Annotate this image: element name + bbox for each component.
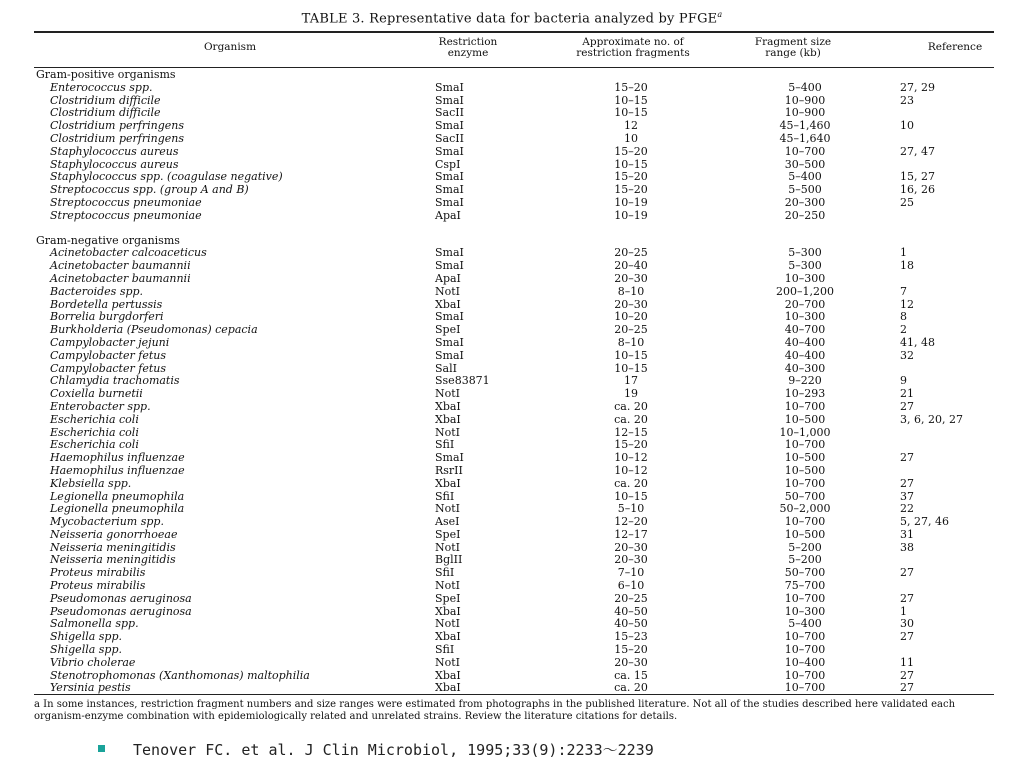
organism-cell: Mycobacterium spp. [50, 515, 164, 529]
table-row [34, 580, 982, 593]
fragments-cell: 12 [624, 119, 638, 133]
fragments-cell: 7–10 [617, 566, 645, 580]
header-rule [34, 67, 994, 68]
organism-cell: Bacteroides spp. [50, 284, 144, 298]
organism-cell: Clostridium perfringens [50, 119, 184, 133]
organism-cell: Campylobacter fetus [50, 361, 166, 375]
size-range-cell: 200–1,200 [776, 284, 834, 298]
enzyme-cell: NotI [435, 617, 461, 631]
reference-cell: 30 [900, 617, 914, 631]
size-range-cell: 40–300 [784, 361, 826, 375]
organism-cell: Streptococcus spp. (group A and B) [50, 183, 249, 197]
table-row [34, 670, 982, 683]
enzyme-cell: XbaI [435, 681, 461, 695]
table-row [34, 197, 982, 210]
header-size-line2: range (kb) [765, 47, 821, 59]
bullet-icon [98, 745, 105, 752]
size-range-cell: 45–1,640 [779, 131, 831, 145]
size-range-cell: 50–2,000 [779, 502, 831, 516]
reference-cell [892, 465, 982, 478]
size-range-cell: 40–400 [784, 348, 826, 362]
enzyme-cell: SacII [435, 106, 464, 120]
size-range-cell: 10–700 [784, 438, 826, 452]
fragments-cell: 10–15 [614, 157, 648, 171]
reference-cell: 22 [900, 502, 914, 516]
fragments-cell: 12–20 [614, 515, 648, 529]
reference-cell [892, 133, 982, 146]
fragments-cell: 15–20 [614, 183, 648, 197]
table-row [34, 631, 982, 644]
reference-cell [892, 580, 982, 593]
header-fragments-line1: Approximate no. of [582, 36, 684, 48]
reference-cell: 31 [900, 527, 914, 541]
table-row [34, 388, 982, 401]
fragments-cell: 15–20 [614, 144, 648, 158]
reference-cell: 25 [900, 195, 914, 209]
organism-cell: Bordetella pertussis [50, 297, 163, 311]
enzyme-cell: XbaI [435, 630, 461, 644]
fragments-cell: 20–30 [614, 297, 648, 311]
size-range-cell: 5–300 [788, 246, 822, 260]
fragments-cell: 10–12 [614, 451, 648, 465]
table-row [34, 529, 982, 542]
header-organism: Organism [203, 41, 257, 53]
size-range-cell: 40–700 [784, 323, 826, 337]
fragments-cell: 40–50 [614, 617, 648, 631]
table-row [34, 542, 982, 555]
size-range-cell: 20–300 [784, 195, 826, 209]
table-title-text: TABLE 3. Representative data for bacteria analyzed by PFGE [301, 11, 718, 27]
header-reference: Reference [927, 41, 983, 53]
organism-cell: Proteus mirabilis [50, 579, 146, 593]
fragments-cell: 12–15 [614, 425, 648, 439]
organism-cell: Shigella spp. [50, 630, 123, 644]
fragments-cell: 20–30 [614, 540, 648, 554]
reference-cell: 21 [900, 387, 914, 401]
pfge-data-table [34, 69, 982, 695]
fragments-cell: 8–10 [617, 284, 645, 298]
reference-cell: 1 [900, 246, 907, 260]
fragments-cell: ca. 15 [614, 668, 648, 682]
organism-cell: Enterococcus spp. [50, 80, 153, 94]
organism-cell: Borrelia burgdorferi [50, 310, 164, 324]
fragments-cell: 10–19 [614, 195, 648, 209]
header-enzyme-line1: Restriction [438, 36, 498, 48]
fragments-cell: 17 [624, 374, 638, 388]
enzyme-cell: SmaI [435, 195, 464, 209]
fragments-cell: 20–25 [614, 323, 648, 337]
enzyme-cell: SmaI [435, 246, 464, 260]
organism-cell: Salmonella spp. [50, 617, 139, 631]
size-range-cell: 50–700 [784, 489, 826, 503]
fragments-cell: 15–20 [614, 170, 648, 184]
header-enzyme [428, 37, 508, 59]
reference-cell: 27, 47 [900, 144, 935, 158]
size-range-cell: 10–700 [784, 591, 826, 605]
table-row [34, 286, 982, 299]
reference-cell: 15, 27 [900, 170, 935, 184]
organism-cell: Proteus mirabilis [50, 566, 146, 580]
header-size-line1: Fragment size [754, 36, 832, 48]
enzyme-cell: SmaI [435, 144, 464, 158]
reference-cell: 23 [900, 93, 914, 107]
enzyme-cell: SpeI [435, 323, 461, 337]
reference-cell [892, 273, 982, 286]
size-range-cell: 5–400 [788, 617, 822, 631]
size-range-cell: 10–300 [784, 604, 826, 618]
table-row [34, 427, 982, 440]
size-range-cell: 10–900 [784, 106, 826, 120]
enzyme-cell: RsrII [435, 463, 463, 477]
table-row [34, 465, 982, 478]
enzyme-cell: NotI [435, 655, 461, 669]
organism-cell: Burkholderia (Pseudomonas) cepacia [50, 323, 258, 337]
table-row [34, 401, 982, 414]
enzyme-cell: SfiI [435, 643, 455, 657]
enzyme-cell: SmaI [435, 93, 464, 107]
table-row [34, 146, 982, 159]
enzyme-cell: SpeI [435, 527, 461, 541]
size-range-cell: 10–700 [784, 668, 826, 682]
fragments-cell: 12–17 [614, 527, 648, 541]
table-row [34, 606, 982, 619]
enzyme-cell: SmaI [435, 80, 464, 94]
size-range-cell: 5–400 [788, 170, 822, 184]
organism-cell: Legionella pneumophila [50, 502, 185, 516]
fragments-cell: 20–40 [614, 259, 648, 273]
organism-cell: Legionella pneumophila [50, 489, 185, 503]
reference-cell: 27 [900, 451, 914, 465]
reference-cell: 32 [900, 348, 914, 362]
size-range-cell: 10–300 [784, 271, 826, 285]
enzyme-cell: AseI [435, 515, 460, 529]
reference-cell: 27 [900, 630, 914, 644]
header-enzyme-line2: enzyme [447, 47, 489, 59]
reference-cell: 2 [900, 323, 907, 337]
size-range-cell: 5–300 [788, 259, 822, 273]
size-range-cell: 30–500 [784, 157, 826, 171]
enzyme-cell: XbaI [435, 476, 461, 490]
table-row [34, 618, 982, 631]
table-row [34, 350, 982, 363]
reference-cell: 27 [900, 399, 914, 413]
organism-cell: Acinetobacter calcoaceticus [50, 246, 207, 260]
organism-cell: Staphylococcus aureus [50, 157, 179, 171]
enzyme-cell: SmaI [435, 335, 464, 349]
size-range-cell: 5–200 [788, 540, 822, 554]
enzyme-cell: SmaI [435, 310, 464, 324]
reference-cell [892, 427, 982, 440]
enzyme-cell: SfiI [435, 489, 455, 503]
organism-cell: Campylobacter jejuni [50, 335, 170, 349]
enzyme-cell: SmaI [435, 119, 464, 133]
enzyme-cell: BglII [435, 553, 463, 567]
enzyme-cell: SmaI [435, 183, 464, 197]
table-row [34, 210, 982, 223]
table-row [34, 299, 982, 312]
enzyme-cell: NotI [435, 502, 461, 516]
fragments-cell: 15–20 [614, 438, 648, 452]
organism-cell: Neisseria gonorrhoeae [50, 527, 178, 541]
fragments-cell: 8–10 [617, 335, 645, 349]
size-range-cell: 10–500 [784, 451, 826, 465]
table-title-footnote-mark: a [717, 10, 723, 19]
fragments-cell: ca. 20 [614, 412, 648, 426]
enzyme-cell: CspI [435, 157, 461, 171]
fragments-cell: 20–25 [614, 591, 648, 605]
organism-cell: Enterobacter spp. [50, 399, 151, 413]
fragments-cell: 10–15 [614, 361, 648, 375]
fragments-cell: 20–25 [614, 246, 648, 260]
table-row [34, 452, 982, 465]
size-range-cell: 10–500 [784, 412, 826, 426]
enzyme-cell: XbaI [435, 297, 461, 311]
enzyme-cell: SmaI [435, 170, 464, 184]
fragments-cell: ca. 20 [614, 476, 648, 490]
fragments-cell: 10–15 [614, 106, 648, 120]
fragments-cell: 20–30 [614, 271, 648, 285]
enzyme-cell: SacII [435, 131, 464, 145]
organism-cell: Escherichia coli [50, 425, 139, 439]
enzyme-cell: XbaI [435, 412, 461, 426]
table-footnote: a In some instances, restriction fragment numbers and size ranges were estimated from photographs in the published literature. Not all of the studies described here validated each organism-enzyme combination with epidemiologically related and unrelated strains. Review the literature citations for details. [34, 699, 956, 722]
enzyme-cell: SpeI [435, 591, 461, 605]
reference-cell: 5, 27, 46 [900, 515, 949, 529]
size-range-cell: 20–700 [784, 297, 826, 311]
table-row [34, 503, 982, 516]
table-row [34, 516, 982, 529]
fragments-cell: 10–15 [614, 348, 648, 362]
organism-cell: Pseudomonas aeruginosa [50, 604, 192, 618]
organism-cell: Haemophilus influenzae [50, 451, 185, 465]
enzyme-cell: Sse83871 [435, 374, 490, 388]
size-range-cell: 10–500 [784, 527, 826, 541]
size-range-cell: 10–700 [784, 476, 826, 490]
fragments-cell: 20–30 [614, 655, 648, 669]
fragments-cell: ca. 20 [614, 399, 648, 413]
size-range-cell: 40–400 [784, 335, 826, 349]
size-range-cell: 75–700 [784, 579, 826, 593]
organism-cell: Escherichia coli [50, 438, 139, 452]
organism-cell: Neisseria meningitidis [50, 553, 176, 567]
enzyme-cell: ApaI [435, 208, 461, 222]
citation-text: Tenover FC. et al. J Clin Microbiol, 1995;33(9):2233～2239 [133, 741, 654, 759]
reference-cell [892, 644, 982, 657]
size-range-cell: 10–700 [784, 643, 826, 657]
fragments-cell: ca. 20 [614, 681, 648, 695]
enzyme-cell: NotI [435, 284, 461, 298]
table-row [34, 82, 982, 95]
organism-cell: Streptococcus pneumoniae [50, 208, 202, 222]
enzyme-cell: XbaI [435, 399, 461, 413]
group-label: Gram-positive organisms [36, 68, 176, 81]
organism-cell: Chlamydia trachomatis [50, 374, 180, 388]
size-range-cell: 5–200 [788, 553, 822, 567]
enzyme-cell: NotI [435, 387, 461, 401]
top-rule [34, 31, 994, 33]
header-fragments-line2: restriction fragments [576, 47, 690, 59]
enzyme-cell: NotI [435, 425, 461, 439]
enzyme-cell: SmaI [435, 259, 464, 273]
reference-cell: 27, 29 [900, 80, 935, 94]
fragments-cell: 15–20 [614, 643, 648, 657]
size-range-cell: 10–700 [784, 144, 826, 158]
fragments-cell: 6–10 [617, 579, 645, 593]
fragments-cell: 10–19 [614, 208, 648, 222]
organism-cell: Vibrio cholerae [50, 655, 136, 669]
fragments-cell: 20–30 [614, 553, 648, 567]
fragments-cell: 10–12 [614, 463, 648, 477]
header-size [738, 37, 848, 59]
header-fragments [558, 37, 708, 59]
enzyme-cell: ApaI [435, 271, 461, 285]
table-row [34, 95, 982, 108]
enzyme-cell: XbaI [435, 604, 461, 618]
size-range-cell: 45–1,460 [779, 119, 831, 133]
fragments-cell: 40–50 [614, 604, 648, 618]
reference-cell: 37 [900, 489, 914, 503]
organism-cell: Clostridium difficile [50, 93, 161, 107]
table-row [34, 478, 982, 491]
fragments-cell: 10 [624, 131, 638, 145]
reference-cell: 7 [900, 284, 907, 298]
reference-cell: 16, 26 [900, 183, 935, 197]
table-row [34, 593, 982, 606]
size-range-cell: 10–700 [784, 399, 826, 413]
size-range-cell: 5–400 [788, 80, 822, 94]
reference-cell: 27 [900, 476, 914, 490]
organism-cell: Escherichia coli [50, 412, 139, 426]
reference-cell: 3, 6, 20, 27 [900, 412, 963, 426]
organism-cell: Shigella spp. [50, 643, 123, 657]
organism-cell: Neisseria meningitidis [50, 540, 176, 554]
table-row [34, 657, 982, 670]
reference-cell: 41, 48 [900, 335, 935, 349]
organism-cell: Acinetobacter baumannii [50, 271, 191, 285]
bottom-rule [34, 694, 994, 695]
reference-cell: 27 [900, 681, 914, 695]
reference-cell: 8 [900, 310, 907, 324]
reference-cell: 1 [900, 604, 907, 618]
enzyme-cell: NotI [435, 579, 461, 593]
table-row [34, 375, 982, 388]
organism-cell: Haemophilus influenzae [50, 463, 185, 477]
organism-cell: Coxiella burnetii [50, 387, 143, 401]
size-range-cell: 10–500 [784, 463, 826, 477]
enzyme-cell: SalI [435, 361, 457, 375]
organism-cell: Klebsiella spp. [50, 476, 132, 490]
size-range-cell: 10–1,000 [779, 425, 831, 439]
size-range-cell: 20–250 [784, 208, 826, 222]
reference-cell [892, 210, 982, 223]
citation [98, 739, 654, 760]
organism-cell: Stenotrophomonas (Xanthomonas) maltophilia [50, 668, 310, 682]
enzyme-cell: SfiI [435, 566, 455, 580]
table-row [34, 644, 982, 657]
size-range-cell: 50–700 [784, 566, 826, 580]
enzyme-cell: SfiI [435, 438, 455, 452]
group-label: Gram-negative organisms [36, 233, 180, 247]
fragments-cell: 5–10 [617, 502, 645, 516]
reference-cell: 27 [900, 591, 914, 605]
group-spacer [34, 223, 982, 235]
reference-cell: 27 [900, 566, 914, 580]
organism-cell: Staphylococcus aureus [50, 144, 179, 158]
reference-cell: 11 [900, 655, 914, 669]
size-range-cell: 10–400 [784, 655, 826, 669]
size-range-cell: 10–293 [784, 387, 826, 401]
fragments-cell: 15–20 [614, 80, 648, 94]
reference-cell: 18 [900, 259, 914, 273]
organism-cell: Campylobacter fetus [50, 348, 166, 362]
table-row [34, 133, 982, 146]
organism-cell: Clostridium difficile [50, 106, 161, 120]
fragments-cell: 10–15 [614, 93, 648, 107]
size-range-cell: 10–700 [784, 681, 826, 695]
fragments-cell: 15–23 [614, 630, 648, 644]
table-row [34, 414, 982, 427]
size-range-cell: 10–700 [784, 630, 826, 644]
enzyme-cell: SmaI [435, 348, 464, 362]
table-body [34, 69, 982, 695]
size-range-cell: 10–700 [784, 515, 826, 529]
group-header-row [34, 69, 982, 82]
reference-cell: 9 [900, 374, 907, 388]
organism-cell: Pseudomonas aeruginosa [50, 591, 192, 605]
fragments-cell: 19 [624, 387, 638, 401]
reference-cell: 27 [900, 668, 914, 682]
table-title [0, 10, 1024, 26]
size-range-cell: 5–500 [788, 183, 822, 197]
table-row [34, 273, 982, 286]
fragments-cell: 10–15 [614, 489, 648, 503]
enzyme-cell: XbaI [435, 668, 461, 682]
enzyme-cell: SmaI [435, 451, 464, 465]
size-range-cell: 10–900 [784, 93, 826, 107]
reference-cell: 10 [900, 119, 914, 133]
organism-cell: Clostridium perfringens [50, 131, 184, 145]
fragments-cell: 10–20 [614, 310, 648, 324]
table-row [34, 337, 982, 350]
organism-cell: Staphylococcus spp. (coagulase negative) [50, 170, 283, 184]
table-row [34, 324, 982, 337]
organism-cell: Streptococcus pneumoniae [50, 195, 202, 209]
enzyme-cell: NotI [435, 540, 461, 554]
table-row [34, 554, 982, 567]
size-range-cell: 9–220 [788, 374, 822, 388]
organism-cell: Acinetobacter baumannii [50, 259, 191, 273]
table-row [34, 567, 982, 580]
reference-cell: 12 [900, 297, 914, 311]
size-range-cell: 10–300 [784, 310, 826, 324]
reference-cell: 38 [900, 540, 914, 554]
organism-cell: Yersinia pestis [50, 681, 131, 695]
